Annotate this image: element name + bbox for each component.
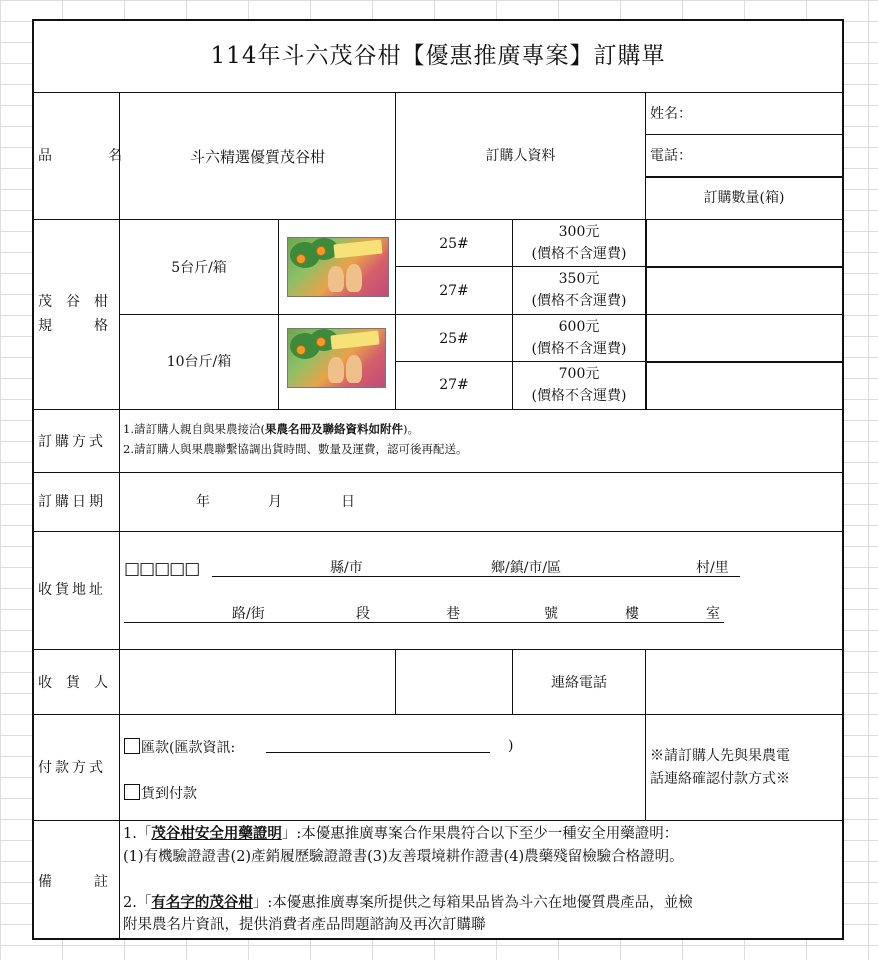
spec-label-line1: 茂 谷 柑 (38, 294, 108, 310)
farmer-list-note: 果農名冊及聯絡資料如附件 (264, 422, 403, 436)
remark-1-num: 1.「 (123, 826, 152, 842)
remark-2-num: 2.「 (123, 895, 152, 911)
remit-info-line[interactable] (266, 752, 490, 753)
address-floor: 樓 (625, 606, 639, 622)
remark-item-1 (123, 825, 678, 843)
price-value: 300元 (558, 224, 600, 240)
payment-note-line1: ※請訂購人先與果農電 (650, 748, 790, 764)
product-name: 斗六精選優質茂谷柑 (189, 148, 325, 166)
order-method-line1-text: 1.請訂購人親自與果農接洽( (123, 422, 265, 436)
address-lane: 巷 (446, 606, 460, 622)
mandarin-box-image (287, 328, 386, 388)
price-note: (價格不含運費) (531, 388, 627, 404)
address-label: 收貨地址 (38, 582, 106, 598)
recipient-label: 收 貨 人 (38, 675, 108, 691)
mandarin-box-image (287, 237, 389, 297)
order-date-month[interactable]: 月 (268, 494, 282, 510)
address-number: 號 (544, 606, 558, 622)
quantity-input[interactable] (647, 316, 842, 360)
contact-phone-input[interactable] (646, 650, 842, 714)
remark-1-title: 茂谷柑安全用藥證明 (151, 825, 282, 842)
order-method-line1 (123, 423, 419, 437)
product-label: 品 名 (38, 148, 122, 164)
quantity-input[interactable] (647, 221, 842, 265)
package-size: 10台斤/箱 (166, 354, 232, 370)
remit-checkbox[interactable] (124, 738, 140, 754)
buyer-name-field[interactable]: 姓名： (650, 106, 692, 122)
cod-label: 貨到付款 (141, 786, 197, 802)
order-date-day[interactable]: 日 (341, 494, 355, 510)
address-room: 室 (706, 606, 720, 622)
recipient-name-input[interactable] (120, 650, 395, 714)
remark-item-2-line2: 附果農名片資訊，提供消費者產品問題諮詢及再次訂購聯 (123, 917, 486, 933)
grade-label: 25# (439, 331, 469, 347)
address-line-2[interactable] (124, 622, 724, 623)
address-road: 路/街 (232, 606, 265, 622)
price-value: 700元 (558, 366, 600, 382)
remark-1-text: 」:本優惠推廣專案合作果農符合以下至少一種安全用藥證明： (281, 826, 679, 842)
grade-label: 27# (439, 283, 469, 299)
quantity-input[interactable] (647, 268, 842, 314)
quantity-header: 訂購數量(箱) (703, 190, 785, 206)
package-size: 5台斤/箱 (171, 260, 227, 276)
remark-item-1-line2: (1)有機驗證證書(2)產銷履歷驗證證書(3)友善環境耕作證書(4)農藥殘留檢驗合格證明。 (123, 849, 684, 865)
price-note: (價格不含運費) (531, 293, 627, 309)
contact-phone-label: 連絡電話 (551, 675, 607, 691)
grade-label: 27# (439, 377, 469, 393)
payment-label: 付款方式 (38, 760, 106, 776)
form-title: 114年斗六茂谷柑【優惠推廣專案】訂購單 (210, 43, 666, 69)
remark-item-2 (123, 894, 693, 912)
payment-note-line2: 話連絡確認付款方式※ (650, 771, 790, 787)
address-county: 縣/市 (330, 560, 363, 576)
order-method-label: 訂購方式 (38, 434, 106, 450)
address-section: 段 (356, 606, 370, 622)
cod-checkbox[interactable] (124, 784, 140, 800)
order-date-year[interactable]: 年 (196, 494, 210, 510)
remit-close: ) (508, 738, 514, 754)
quantity-input[interactable] (647, 363, 842, 408)
cod-option[interactable] (124, 784, 197, 803)
postal-code-boxes[interactable]: □□□□□ (124, 559, 200, 579)
address-township: 鄉/鎮/市/區 (491, 560, 562, 576)
grade-label: 25# (439, 236, 469, 252)
remit-label: 匯款(匯款資訊: (141, 740, 236, 756)
order-method-line1-end: )。 (402, 422, 419, 436)
order-method-line2: 2.請訂購人與果農聯繫協調出貨時間、數量及運費，認可後再配送。 (123, 442, 468, 456)
address-village: 村/里 (696, 560, 729, 576)
remarks-label: 備 註 (38, 874, 108, 890)
spec-label-line2: 規 格 (38, 318, 108, 334)
order-date-label: 訂購日期 (38, 494, 106, 510)
remark-2-text: 」:本優惠推廣專案所提供之每箱果品皆為斗六在地優質農產品，並檢 (252, 895, 693, 911)
price-note: (價格不含運費) (531, 341, 627, 357)
price-value: 350元 (558, 271, 600, 287)
price-note: (價格不含運費) (531, 246, 627, 262)
remit-option[interactable] (124, 738, 235, 757)
address-line-1[interactable] (212, 576, 740, 577)
price-value: 600元 (558, 319, 600, 335)
remark-2-title: 有名字的茂谷柑 (151, 894, 253, 911)
buyer-info-label: 訂購人資料 (485, 148, 556, 164)
buyer-phone-field[interactable]: 電話： (650, 148, 692, 164)
